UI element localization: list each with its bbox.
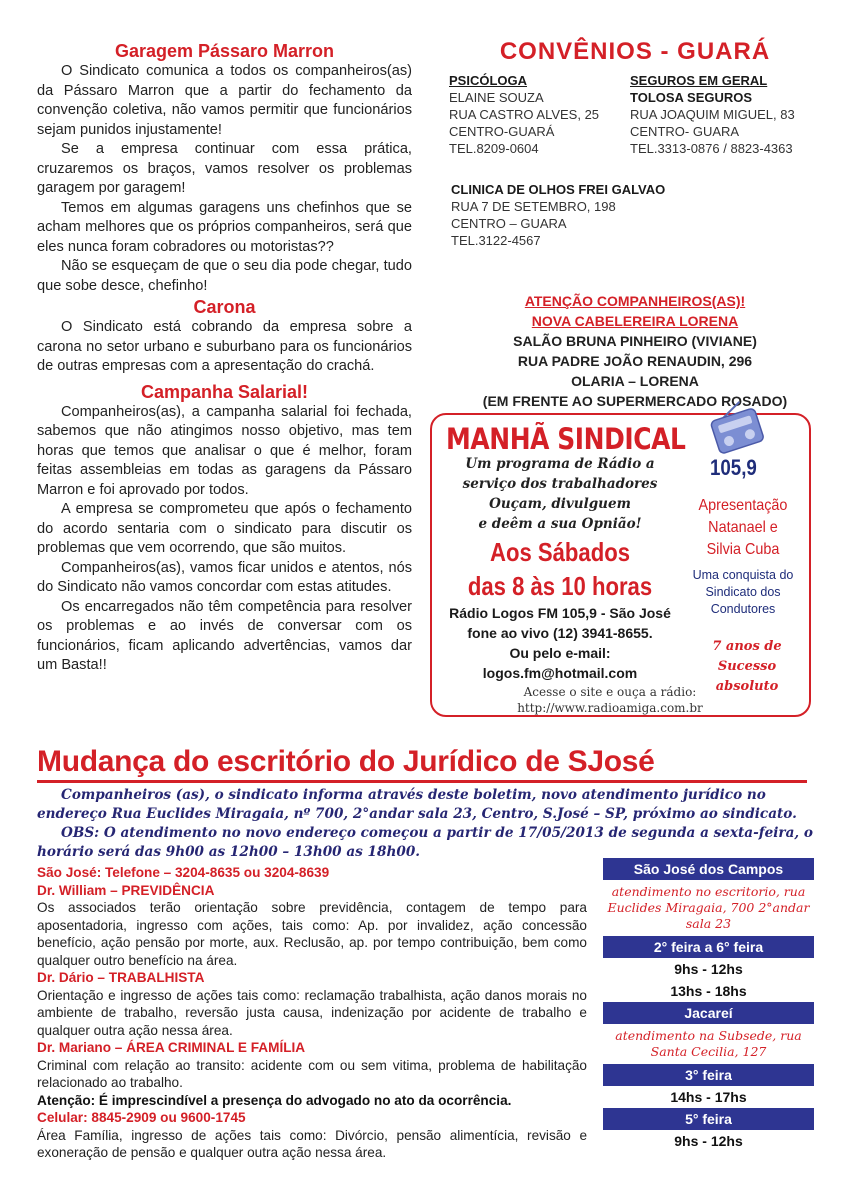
convenio-line: RUA CASTRO ALVES, 25 <box>449 107 600 122</box>
jacarei-time: 14hs - 17hs <box>670 1089 747 1105</box>
convenio-clinica <box>451 181 751 249</box>
radio-conquista <box>682 567 804 618</box>
convenio-line: TEL.3122-4567 <box>451 233 541 248</box>
mudanca-title: Mudança do escritório do Jurídico de SJosé <box>37 744 807 783</box>
radio-hours: das 8 às 10 horas <box>467 571 653 601</box>
notice-line: NOVA CABELEREIRA LORENA <box>531 313 739 329</box>
conquista-line: Sindicato dos <box>705 585 781 599</box>
schedule-panel <box>603 858 814 1152</box>
convenio-psicologa <box>449 72 629 157</box>
garagem-para: O Sindicato comunica a todos os companheiros(as) da Pássaro Marron que a partir do fechamento da convenção coletiva, não vamos permitir que funcionários sejam punidos injustamente! <box>37 63 412 138</box>
william-head: Dr. William – PREVIDÊNCIA <box>37 882 215 898</box>
campanha-para: Os encarregados não têm competência para resolver os problemas e ao invés de conversar com os funcionários, ficam aplicando advertências, vamos dar um Basta!! <box>37 598 412 673</box>
convenio-line: CENTRO – GUARA <box>451 216 567 231</box>
radio-info-line: fone ao vivo (12) 3941-8655. <box>467 625 653 641</box>
convenio-head: PSICÓLOGA <box>449 73 528 88</box>
campanha-title: Campanha Salarial! <box>140 381 309 402</box>
mariano-head: Dr. Mariano – ÁREA CRIMINAL E FAMÍLIA <box>37 1040 306 1055</box>
radio-presenters <box>688 495 798 561</box>
notice-line: RUA PADRE JOÃO RENAUDIN, 296 <box>517 353 753 369</box>
juridico-telefone: São José: Telefone – 3204-8635 ou 3204-8639 <box>37 865 330 880</box>
notice-line: (EM FRENTE AO SUPERMERCADO ROSADO) <box>482 393 788 409</box>
juridico-section <box>37 864 587 1162</box>
left-column <box>37 40 412 676</box>
convenio-subhead: TOLOSA SEGUROS <box>630 90 753 105</box>
presenter-line: Silvia Cuba <box>706 541 780 558</box>
convenio-line: RUA JOAQUIM MIGUEL, 83 <box>630 107 795 122</box>
conquista-line: Condutores <box>710 602 776 616</box>
sjc-days: 2° feira a 6° feira <box>603 936 814 958</box>
notice-line: SALÃO BRUNA PINHEIRO (VIVIANE) <box>513 333 757 349</box>
mariano-text: Criminal com relação ao transito: acidente com ou sem vitima, problema de habilitação relacionado ao trabalho. <box>37 1057 587 1090</box>
cabelereira-notice <box>430 291 840 411</box>
radio-site-label: Acesse o site e ouça a rádio: <box>523 685 697 699</box>
familia-text: Área Família, ingresso de ações tais como: Divórcio, pensão alimentícia, revisão e exoneração de pensão e qualquer outra ação nessa área. <box>37 1127 587 1160</box>
mudanca-para: Companheiros (as), o sindicato informa através deste boletim, novo atendimento jurídico no endereço Rua Euclides Miragaia, nº 700, 2°andar sala 23, Centro, S.José – SP, próximo ao sindicato. <box>37 787 797 822</box>
sjc-time: 9hs - 12hs <box>674 961 743 977</box>
convenio-line: TEL.8209-0604 <box>449 141 539 156</box>
convenio-line: CENTRO- GUARA <box>630 124 740 139</box>
tagline-line: serviço dos trabalhadores <box>462 476 658 492</box>
jacarei-header: Jacareí <box>603 1002 814 1024</box>
jacarei-time: 9hs - 12hs <box>674 1133 743 1149</box>
sjc-header: São José dos Campos <box>603 858 814 880</box>
tagline-line: Ouçam, divulguem <box>489 496 631 512</box>
campanha-para: Companheiros(as), a campanha salarial foi fechada, sabemos que não atingimos nosso objetivo, mas tem horas que temos que analisar o que é melhor, foram feitas assembleias em todas as garagens da Pássaro Marron e foi aprovado por todos. <box>37 403 412 498</box>
radio-schedule <box>458 535 662 603</box>
radio-info-line: Rádio Logos FM 105,9 - São José <box>449 605 671 621</box>
carona-title: Carona <box>193 297 256 317</box>
radio-tagline <box>440 454 680 534</box>
carona-para: O Sindicato está cobrando da empresa sobre a carona no setor urbano e suburbano para os funcionários de outras empresas com a apresentação do crachá. <box>37 319 412 374</box>
convenio-line: TEL.3313-0876 / 8823-4363 <box>630 141 793 156</box>
juridico-atencao: Atenção: É imprescindível a presença do advogado no ato da ocorrência. <box>37 1092 512 1108</box>
notice-line: ATENÇÃO COMPANHEIROS(AS)! <box>524 293 746 309</box>
tagline-line: e deêm a sua Opnião! <box>478 516 642 532</box>
sjc-desc: atendimento no escritorio, rua Euclides Miragaia, 700 2°andar sala 23 <box>607 884 810 931</box>
anos-line: Sucesso absoluto <box>715 659 779 694</box>
radio-info-line: Ou pelo e-mail: <box>509 645 611 661</box>
dario-head: Dr. Dário – TRABALHISTA <box>37 970 205 985</box>
radio-site <box>440 684 780 716</box>
presenter-line: Natanael e <box>708 519 778 536</box>
sjc-time: 13hs - 18hs <box>670 983 747 999</box>
radio-day: Aos Sábados <box>489 537 631 567</box>
garagem-para: Não se esqueçam de que o seu dia pode chegar, tudo que sobe desce, chefinho! <box>37 258 412 294</box>
convenio-seguros <box>630 72 830 157</box>
juridico-celular: Celular: 8845-2909 ou 9600-1745 <box>37 1110 246 1125</box>
conquista-line: Uma conquista do <box>692 568 794 582</box>
convenios-title: CONVÊNIOS - GUARÁ <box>499 38 771 65</box>
jacarei-day: 5° feira <box>603 1108 814 1130</box>
radio-contact <box>440 603 680 683</box>
dario-text: Orientação e ingresso de ações tais como: reclamação trabalhista, ação danos morais no ambiente de trabalho, reversão justa causa, indenização por acidente de trabalho e qualquer outra ação nessa área. <box>37 987 587 1038</box>
radio-email[interactable]: logos.fm@hotmail.com <box>482 665 638 681</box>
radio-icon <box>708 400 766 456</box>
garagem-para: Se a empresa continuar com essa prática, cruzaremos os braços, vamos resolver os problemas garagem por garagem! <box>37 141 412 196</box>
convenio-line: RUA 7 DE SETEMBRO, 198 <box>451 199 616 214</box>
campanha-para: Companheiros(as), vamos ficar unidos e atentos, nós do Sindicato não vamos concordar com estas atitudes. <box>37 559 412 595</box>
notice-line: OLARIA – LORENA <box>571 373 699 389</box>
anos-line: 7 anos de <box>712 639 782 654</box>
convenio-line: CENTRO-GUARÁ <box>449 124 555 139</box>
garagem-para: Temos em algumas garagens uns chefinhos que se acham melhores que os próprios companheiros, será que eles nunca foram cobradores ou motoristas?? <box>37 199 412 255</box>
campanha-para: A empresa se comprometeu que após o fechamento do acordo sentaria com o sindicato para discutir os problemas que vem ocorrendo, que são muitos. <box>37 501 412 556</box>
convenio-head: SEGUROS EM GERAL <box>630 73 768 88</box>
garagem-title: Garagem Pássaro Marron <box>114 41 335 61</box>
convenio-head: CLINICA DE OLHOS FREI GALVAO <box>451 182 666 197</box>
tagline-line: Um programa de Rádio a <box>465 456 655 472</box>
presenter-line: Apresentação <box>698 497 788 514</box>
mudanca-obs: OBS: O atendimento no novo endereço começou a partir de 17/05/2013 de segunda a sexta-feira, o horário será das 9h00 as 12h00 – 13h00 as 18h00. <box>37 825 813 860</box>
jacarei-day: 3° feira <box>603 1064 814 1086</box>
jacarei-desc: atendimento na Subsede, rua Santa Cecilia, 127 <box>615 1028 802 1059</box>
mudanca-text <box>37 786 817 862</box>
radio-title: MANHÃ SINDICAL <box>446 422 686 456</box>
william-text: Os associados terão orientação sobre previdência, contagem de tempo para aposentadoria, ingresso com ações, tais como: Ap. por invalidez, ação concessão benefício, ação pensão por morte, aux. Reclusão, ap. por tempo contribuição, bem como qualquer outro benefício na área. <box>37 900 587 968</box>
radio-frequency: 105,9 <box>710 455 757 480</box>
radio-site-link[interactable]: http://www.radioamiga.com.br <box>517 701 703 715</box>
convenio-line: ELAINE SOUZA <box>449 90 544 105</box>
